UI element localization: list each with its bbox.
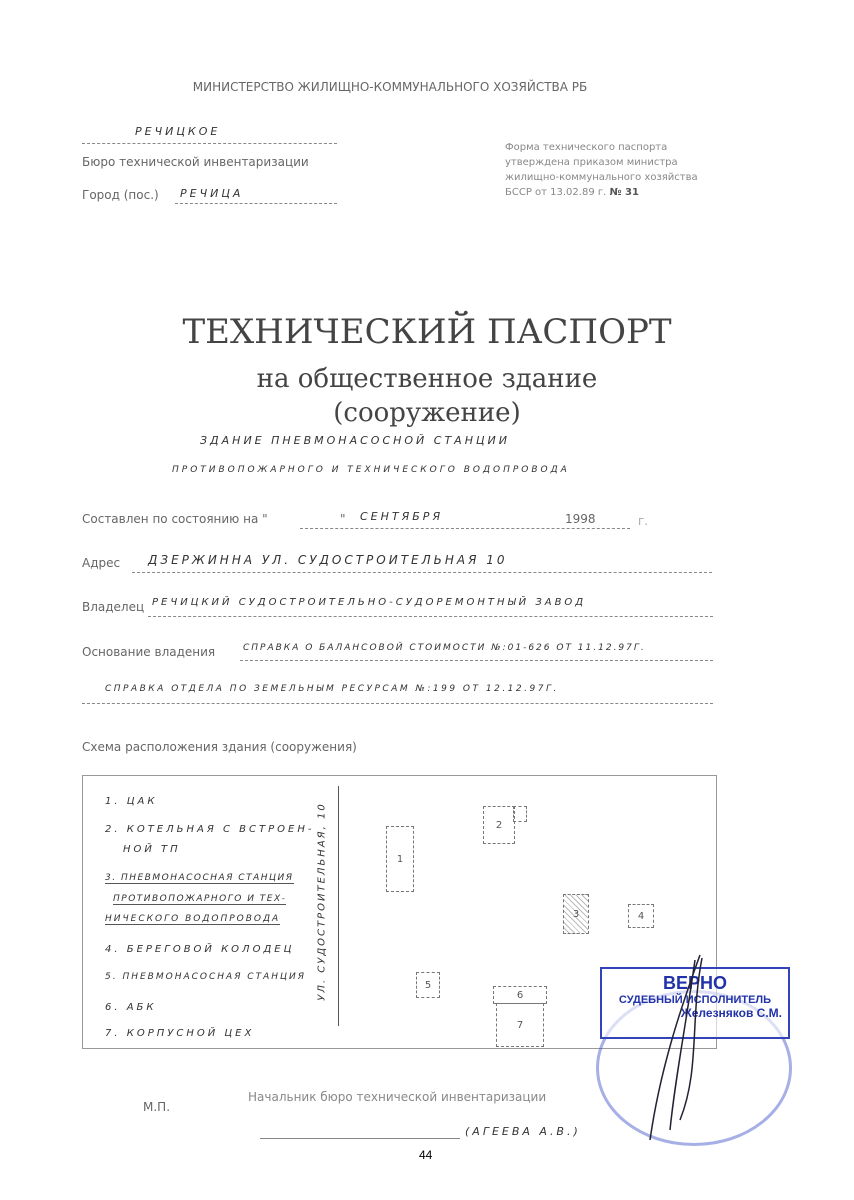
town-value: РЕЧИЦА — [180, 187, 244, 200]
form-note — [505, 140, 698, 200]
bureau-label: Бюро технической инвентаризации — [82, 155, 309, 169]
legend-item: 3. ПНЕВМОНАСОСНАЯ СТАНЦИЯ — [105, 873, 294, 883]
ministry-header: МИНИСТЕРСТВО ЖИЛИЩНО-КОММУНАЛЬНОГО ХОЗЯЙСТВА РБ — [192, 80, 588, 94]
legend-item: 4. БЕРЕГОВОЙ КОЛОДЕЦ — [105, 944, 295, 955]
page-number: 44 — [419, 1148, 433, 1162]
form-note-line: жилищно-коммунального хозяйства — [505, 172, 698, 183]
mp-label: М.П. — [143, 1100, 171, 1114]
town-label: Город (пос.) — [82, 188, 159, 202]
document-subtitle: на общественное здание — [256, 364, 598, 394]
street-label: УЛ. СУДОСТРОИТЕЛЬНАЯ, 10 — [316, 802, 328, 1001]
building-7: 7 — [496, 1003, 544, 1047]
building-1: 1 — [386, 826, 414, 892]
legend-item: 7. КОРПУСНОЙ ЦЕХ — [105, 1028, 255, 1039]
building-3: 3 — [563, 894, 589, 934]
legend-item: ПРОТИВОПОЖАРНОГО И ТЕХ- — [113, 894, 287, 904]
stamp-title: ВЕРНО — [662, 973, 727, 993]
form-note-line: Форма технического паспорта — [505, 142, 668, 153]
legend-item: 5. ПНЕВМОНАСОСНАЯ СТАНЦИЯ — [105, 972, 306, 982]
date-label: Составлен по состоянию на " — [82, 512, 268, 526]
date-year: 1998 — [565, 512, 596, 526]
document-title: ТЕХНИЧЕСКИЙ ПАСПОРТ — [182, 312, 672, 352]
stamp-name: Железняков С.М. — [680, 1006, 782, 1020]
form-note-line: утверждена приказом министра — [505, 157, 678, 168]
legend-item: 2. КОТЕЛЬНАЯ С ВСТРОЕН- — [105, 824, 315, 835]
legend-item: НОЙ ТП — [123, 844, 181, 855]
date-quote: " — [340, 512, 346, 526]
address-value: ДЗЕРЖИННА УЛ. СУДОСТРОИТЕЛЬНАЯ 10 — [148, 553, 508, 567]
building-4: 4 — [628, 904, 654, 928]
building-name-2: ПРОТИВОПОЖАРНОГО И ТЕХНИЧЕСКОГО ВОДОПРОВОДА — [172, 465, 570, 475]
legend-item: НИЧЕСКОГО ВОДОПРОВОДА — [105, 914, 281, 924]
form-number: № 31 — [609, 187, 639, 198]
scheme-caption: Схема расположения здания (сооружения) — [82, 740, 357, 754]
bureau-city: РЕЧИЦКОЕ — [135, 125, 221, 138]
legend-item: 6. АБК — [105, 1002, 157, 1013]
owner-label: Владелец — [82, 600, 145, 614]
building-2: 2 — [483, 806, 515, 844]
owner-value: РЕЧИЦКИЙ СУДОСТРОИТЕЛЬНО-СУДОРЕМОНТНЫЙ ЗАВОД — [152, 597, 587, 608]
date-month: СЕНТЯБРЯ — [360, 510, 444, 523]
document-subtitle-2: (сооружение) — [333, 398, 521, 428]
basis-value: СПРАВКА О БАЛАНСОВОЙ СТОИМОСТИ №:01-626 ОТ 11.12.97Г. — [243, 643, 646, 653]
address-label: Адрес — [82, 556, 121, 570]
signature-icon — [640, 950, 720, 1150]
building-5: 5 — [416, 972, 440, 998]
date-suffix: г. — [638, 514, 649, 528]
legend-item: 1. ЦАК — [105, 796, 158, 807]
chief-label: Начальник бюро технической инвентаризации — [248, 1090, 547, 1104]
building-6: 6 — [493, 986, 547, 1004]
form-note-line: БССР от 13.02.89 г. — [505, 187, 607, 198]
building-name-1: ЗДАНИЕ ПНЕВМОНАСОСНОЙ СТАНЦИИ — [200, 434, 510, 447]
stamp-role: СУДЕБНЫЙ ИСПОЛНИТЕЛЬ — [618, 994, 772, 1006]
chief-name: (АГЕЕВА А.В.) — [465, 1125, 581, 1138]
basis-label: Основание владения — [82, 645, 216, 659]
basis-value-2: СПРАВКА ОТДЕЛА ПО ЗЕМЕЛЬНЫМ РЕСУРСАМ №:199 ОТ 12.12.97Г. — [105, 684, 559, 694]
